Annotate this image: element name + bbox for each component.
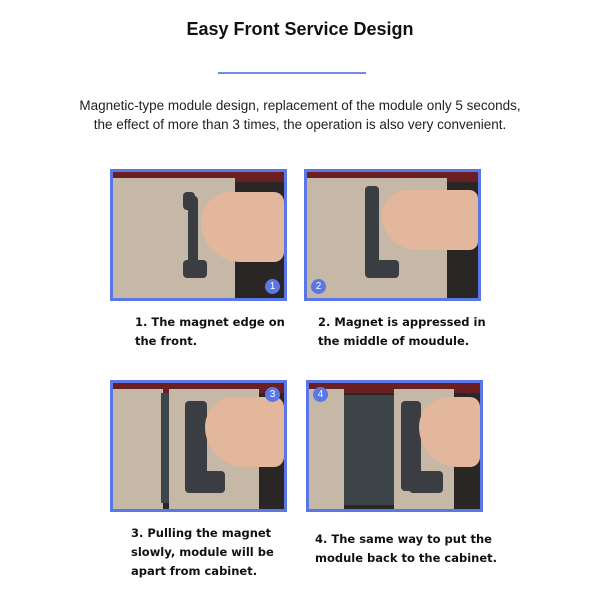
title-divider: [218, 72, 366, 74]
step-2-image: [304, 169, 481, 301]
description-line: Magnetic-type module design, replacement of the module only 5 seconds,: [79, 98, 521, 113]
description-line: the effect of more than 3 times, the operation is also very convenient.: [93, 117, 507, 132]
caption-line: module back to the cabinet.: [315, 551, 498, 565]
caption-line: the front.: [135, 334, 198, 348]
page-title: Easy Front Service Design: [186, 19, 414, 39]
caption-line: apart from cabinet.: [131, 564, 258, 578]
caption-line: the middle of moudule.: [318, 334, 470, 348]
step-2-caption: [318, 313, 486, 351]
step-1-image: [110, 169, 287, 301]
step-badge: 2: [311, 279, 326, 294]
caption-line: 1. The magnet edge on: [135, 315, 285, 329]
step-badge: 4: [313, 387, 328, 402]
caption-line: 3. Pulling the magnet: [131, 526, 272, 540]
caption-line: 2. Magnet is appressed in: [318, 315, 486, 329]
step-badge: 1: [265, 279, 280, 294]
step-3-caption: [131, 524, 274, 581]
step-4-image: [306, 380, 483, 512]
step-1-caption: [135, 313, 285, 351]
step-4-caption: [315, 530, 497, 568]
step-3-image: [110, 380, 287, 512]
description: [30, 96, 570, 134]
caption-line: 4. The same way to put the: [315, 532, 492, 546]
caption-line: slowly, module will be: [131, 545, 274, 559]
step-badge: 3: [265, 387, 280, 402]
